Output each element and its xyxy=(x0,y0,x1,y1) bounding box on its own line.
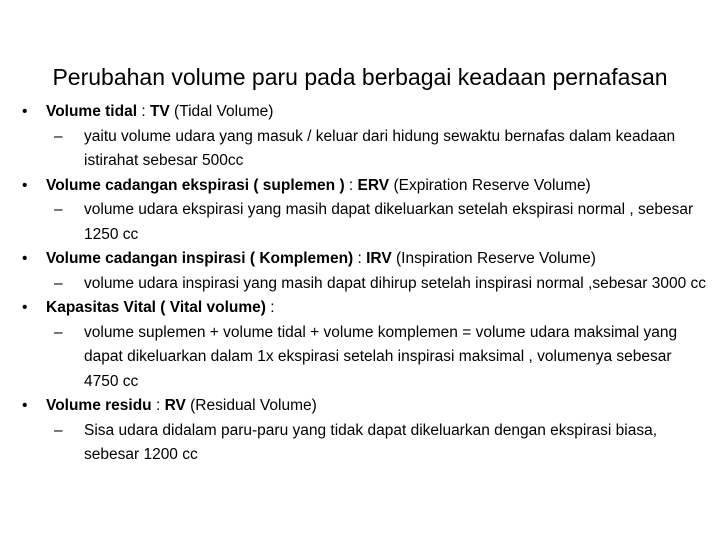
item-description: (Expiration Reserve Volume) xyxy=(389,176,591,194)
bullet-icon: • xyxy=(22,250,28,267)
dash-icon: – xyxy=(54,127,63,145)
item-description: (Inspiration Reserve Volume) xyxy=(391,250,596,267)
sub-item xyxy=(50,198,708,247)
item-separator: : xyxy=(344,176,358,194)
sub-item-text: yaitu volume udara yang masuk / keluar dari hidung sewaktu bernafas dalam keadaan istirahat sebesar 500cc xyxy=(84,127,676,169)
bullet-list xyxy=(18,100,708,468)
dash-icon: – xyxy=(54,421,63,439)
item-abbreviation: RV xyxy=(164,397,186,414)
item-abbreviation: TV xyxy=(149,103,170,120)
item-abbreviation: IRV xyxy=(366,250,392,267)
item-description: (Tidal Volume) xyxy=(169,103,274,120)
item-separator: : xyxy=(265,299,275,316)
item-label: Volume tidal xyxy=(46,103,138,120)
sub-item xyxy=(50,321,708,395)
item-separator: : xyxy=(137,103,150,120)
item-label: Volume residu xyxy=(46,397,152,414)
item-label: Kapasitas Vital ( Vital volume) xyxy=(46,299,266,316)
dash-icon: – xyxy=(54,323,63,341)
item-description: (Residual Volume) xyxy=(185,397,317,414)
sub-item-text: volume udara inspirasi yang masih dapat dihirup setelah inspirasi normal ,sebesar 3000 cc xyxy=(84,274,707,292)
sub-item xyxy=(50,272,708,297)
sub-item-text: volume suplemen + volume tidal + volume komplemen = volume udara maksimal yang dapat dikeluarkan dalam 1x ekspirasi setelah inspirasi maksimal , volumenya sebesar 4750 cc xyxy=(84,323,678,390)
bullet-icon: • xyxy=(22,299,28,316)
sub-item-text: Sisa udara didalam paru-paru yang tidak dapat dikeluarkan dengan ekspirasi biasa, sebesar 1200 cc xyxy=(84,421,658,463)
list-item-volume-tidal xyxy=(18,100,708,174)
sub-item xyxy=(50,419,708,468)
list-item-irv xyxy=(18,247,708,296)
item-label: Volume cadangan inspirasi ( Komplemen) xyxy=(46,250,354,267)
item-abbreviation: ERV xyxy=(357,176,390,194)
item-label: Volume cadangan ekspirasi ( suplemen ) xyxy=(46,176,345,194)
dash-icon: – xyxy=(54,201,63,218)
list-item-kapasitas-vital xyxy=(18,296,708,394)
item-separator: : xyxy=(151,397,165,414)
slide-title: Perubahan volume paru pada berbagai keadaan pernafasan xyxy=(52,64,668,90)
list-item-volume-residu xyxy=(18,394,708,468)
bullet-icon: • xyxy=(22,103,28,120)
dash-icon: – xyxy=(54,274,63,292)
sub-item xyxy=(50,125,708,174)
sub-item-text: volume udara ekspirasi yang masih dapat dikeluarkan setelah ekspirasi normal , sebesar 1250 cc xyxy=(84,201,694,243)
item-separator: : xyxy=(353,250,367,267)
bullet-icon: • xyxy=(22,176,28,194)
list-item-erv xyxy=(18,174,708,248)
bullet-icon: • xyxy=(22,397,28,414)
